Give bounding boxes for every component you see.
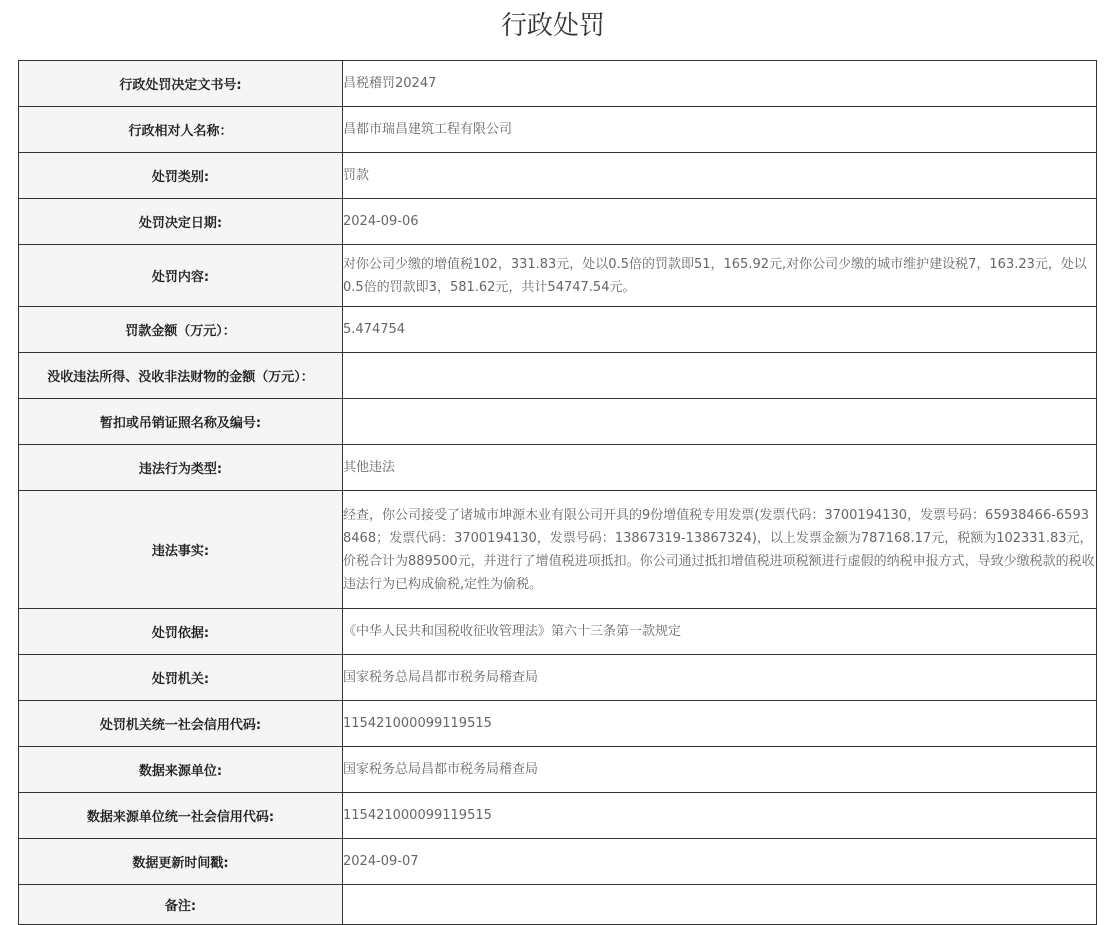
table-row (19, 701, 1097, 747)
field-label: 没收违法所得、没收非法财物的金额（万元）： (19, 353, 343, 399)
penalty-info-table (18, 60, 1097, 925)
field-value: 对你公司少缴的增值税102，331.83元，处以0.5倍的罚款即51，165.92元,对你公司少缴的城市维护建设税7，163.23元，处以0.5倍的罚款即3，581.62元，共计54747.54元。 (343, 245, 1097, 307)
field-label: 处罚机关: (19, 655, 343, 701)
table-row (19, 885, 1097, 925)
field-value (343, 353, 1097, 399)
table-row (19, 655, 1097, 701)
field-value: 2024-09-06 (343, 199, 1097, 245)
table-row (19, 747, 1097, 793)
table-row (19, 61, 1097, 107)
field-label: 处罚机关统一社会信用代码: (19, 701, 343, 747)
table-row (19, 153, 1097, 199)
field-value: 罚款 (343, 153, 1097, 199)
table-row (19, 353, 1097, 399)
table-row (19, 609, 1097, 655)
table-row (19, 245, 1097, 307)
field-label: 违法行为类型: (19, 445, 343, 491)
table-row (19, 307, 1097, 353)
field-label: 处罚依据: (19, 609, 343, 655)
field-value: 115421000099119515 (343, 793, 1097, 839)
field-value: 5.474754 (343, 307, 1097, 353)
field-value: 115421000099119515 (343, 701, 1097, 747)
field-label: 数据更新时间戳: (19, 839, 343, 885)
table-row (19, 399, 1097, 445)
field-value: 2024-09-07 (343, 839, 1097, 885)
field-label: 数据来源单位统一社会信用代码: (19, 793, 343, 839)
field-label: 违法事实: (19, 491, 343, 609)
table-row (19, 491, 1097, 609)
field-label: 行政处罚决定文书号: (19, 61, 343, 107)
table-row (19, 839, 1097, 885)
penalty-table-container (18, 60, 1098, 925)
field-label: 行政相对人名称： (19, 107, 343, 153)
field-label: 数据来源单位: (19, 747, 343, 793)
field-value: 《中华人民共和国税收征收管理法》第六十三条第一款规定 (343, 609, 1097, 655)
field-label: 处罚类别: (19, 153, 343, 199)
field-label: 罚款金额（万元）： (19, 307, 343, 353)
field-label: 处罚决定日期: (19, 199, 343, 245)
table-row (19, 445, 1097, 491)
table-row (19, 793, 1097, 839)
table-row (19, 199, 1097, 245)
field-value: 经查，你公司接受了诸城市坤源木业有限公司开具的9份增值税专用发票(发票代码：3700194130，发票号码：65938466-65938468；发票代码：3700194130，发票号码：13867319-13867324)，以上发票金额为787168.17元，税额为102331.83元，价税合计为889500元，并进行了增值税进项抵扣。你公司通过抵扣增值税进项税额进行虚假的纳税申报方式，导致少缴税款的税收违法行为已构成偷税,定性为偷税。 (343, 491, 1097, 609)
field-value: 国家税务总局昌都市税务局稽查局 (343, 747, 1097, 793)
field-value (343, 885, 1097, 925)
table-row (19, 107, 1097, 153)
field-value: 昌都市瑞昌建筑工程有限公司 (343, 107, 1097, 153)
field-label: 处罚内容: (19, 245, 343, 307)
field-value (343, 399, 1097, 445)
field-label: 暂扣或吊销证照名称及编号: (19, 399, 343, 445)
field-value: 昌税稽罚20247 (343, 61, 1097, 107)
page-title: 行政处罚 (500, 11, 605, 41)
field-value: 其他违法 (343, 445, 1097, 491)
field-label: 备注: (19, 885, 343, 925)
field-value: 国家税务总局昌都市税务局稽查局 (343, 655, 1097, 701)
